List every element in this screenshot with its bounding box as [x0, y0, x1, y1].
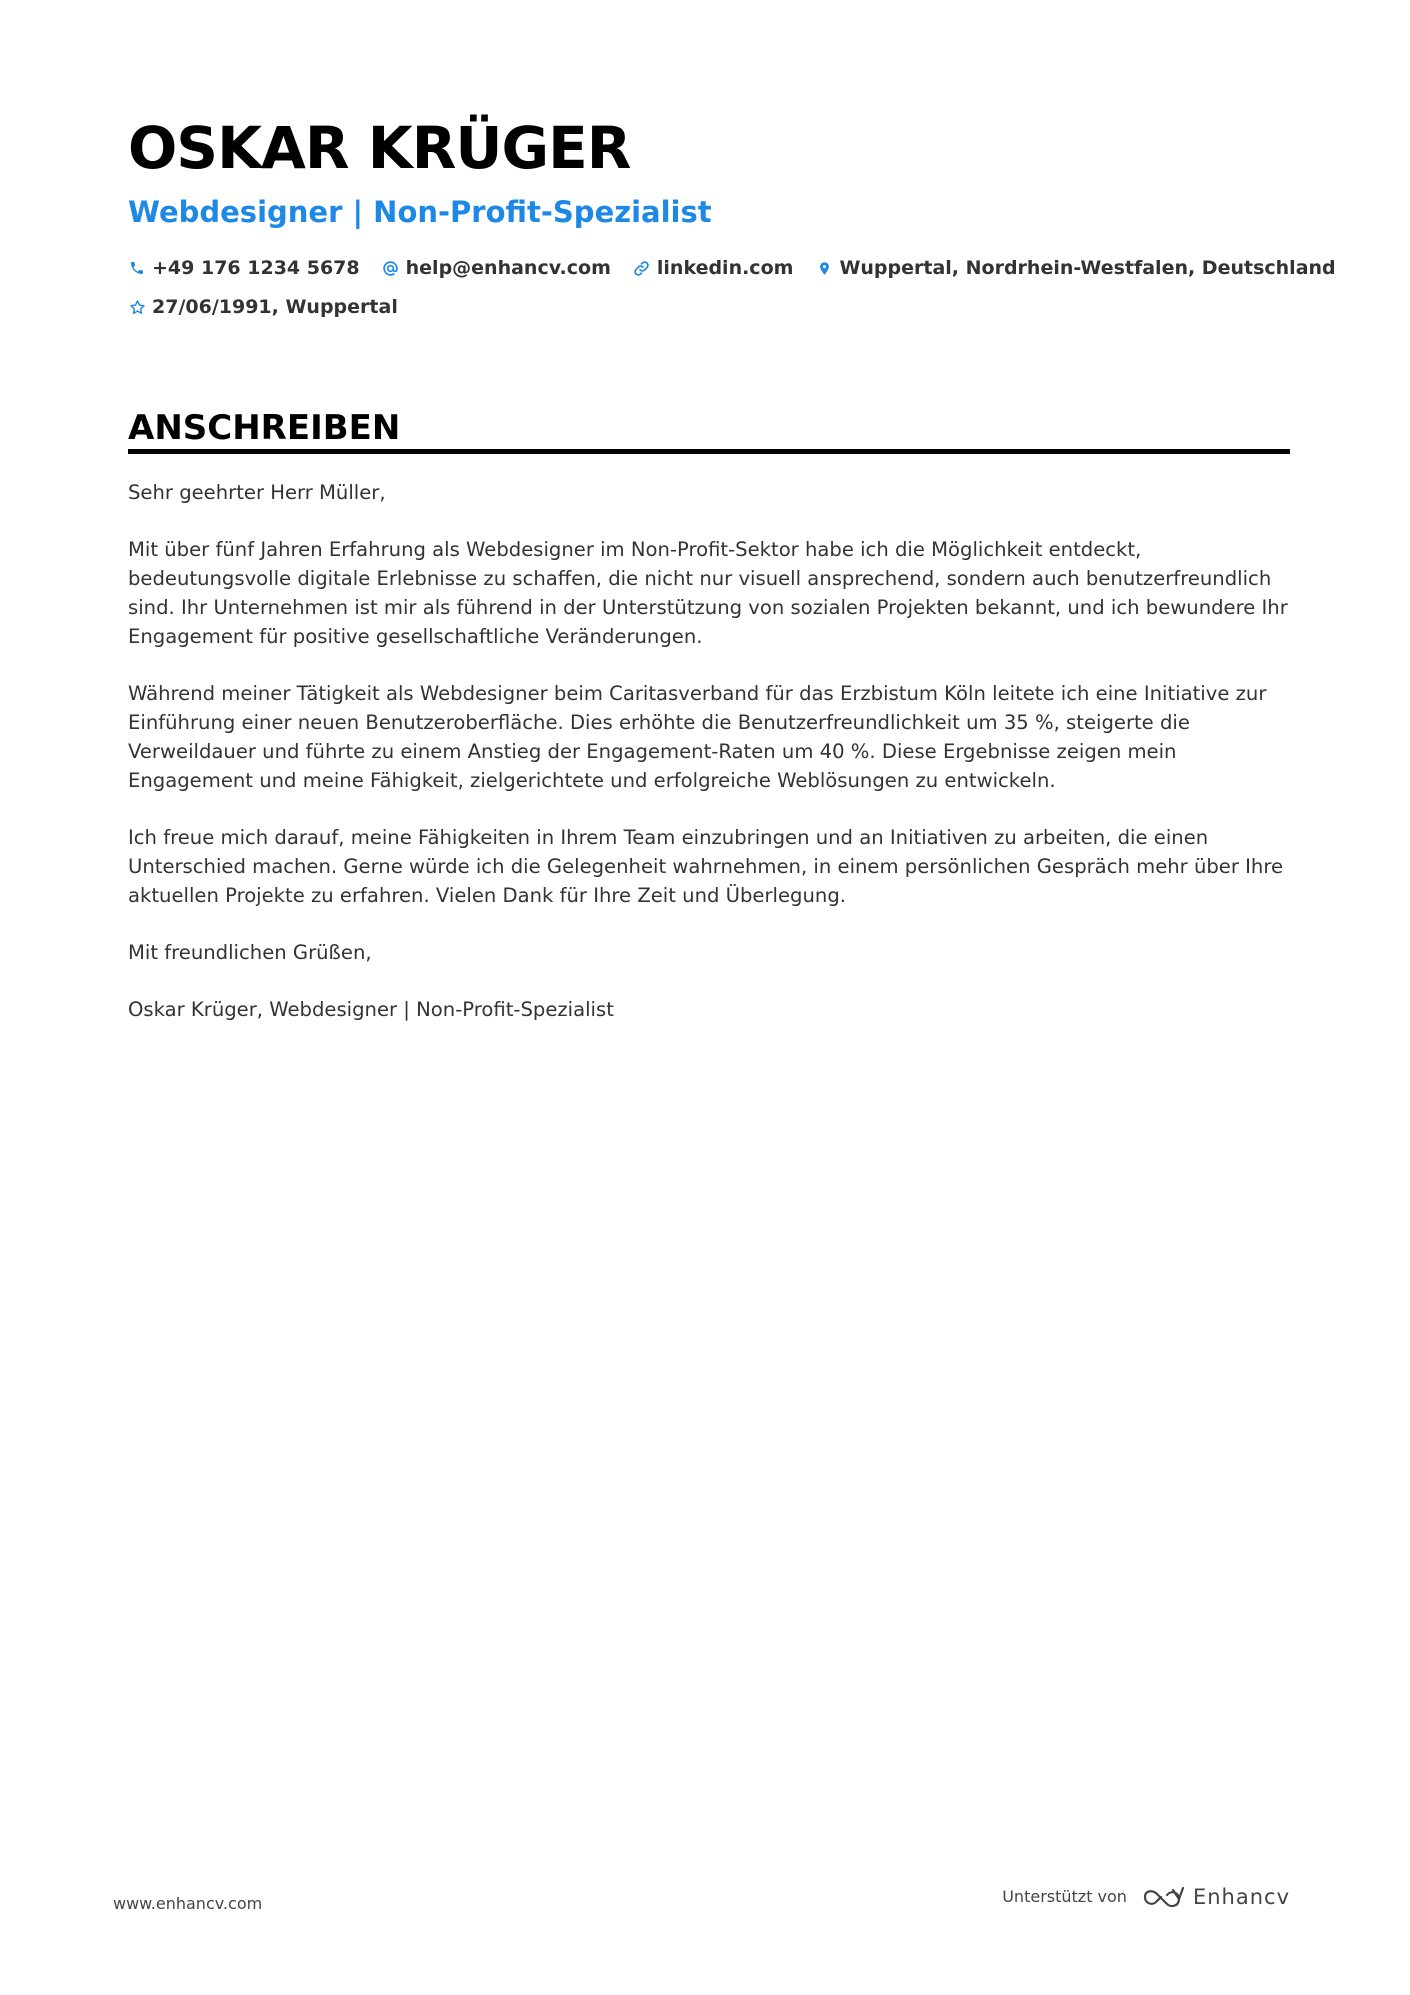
contact-row — [128, 254, 1358, 282]
letter-signature: Oskar Krüger, Webdesigner | Non-Profit-Spezialist — [128, 998, 614, 1021]
section-divider — [128, 449, 1290, 454]
enhancv-logo-icon — [1139, 1884, 1185, 1910]
job-title: Webdesigner | Non-Profit-Spezialist — [128, 195, 712, 229]
letter-paragraph: Ich freue mich darauf, meine Fähigkeiten in Ihrem Team einzubringen und an Initiativen zu arbeiten, die einen Unterschied machen. Gerne würde ich die Gelegenheit wahrnehmen, in einem persönlichen Gespräch mehr über Ihre aktuellen Projekte zu erfahren. Vielen Dank für Ihre Zeit und Überlegung. — [128, 826, 1284, 907]
phone-text: +49 176 1234 5678 — [152, 257, 360, 279]
contact-email[interactable] — [382, 254, 611, 282]
star-icon — [128, 298, 146, 316]
footer-powered-by[interactable] — [1002, 1884, 1290, 1910]
birth-text: 27/06/1991, Wuppertal — [152, 296, 398, 318]
letter-body — [128, 478, 1290, 1052]
footer-website-link[interactable]: www.enhancv.com — [113, 1894, 263, 1913]
phone-icon — [128, 259, 146, 277]
section-title: ANSCHREIBEN — [128, 408, 401, 448]
contact-birth — [128, 293, 398, 321]
link-icon — [633, 259, 651, 277]
letter-paragraph: Während meiner Tätigkeit als Webdesigner beim Caritasverband für das Erzbistum Köln leitete ich eine Initiative zur Einführung einer neuen Benutzeroberfläche. Dies erhöhte die Benutzerfreundlichkeit um 35 %, steigerte die Verweildauer und führte zu einem Anstieg der Engagement-Raten um 40 %. Diese Ergebnisse zeigen mein Engagement und meine Fähigkeit, zielgerichtete und erfolgreiche Weblösungen zu entwickeln. — [128, 682, 1267, 792]
letter-salutation: Sehr geehrter Herr Müller, — [128, 481, 386, 504]
location-text: Wuppertal, Nordrhein-Westfalen, Deutschland — [839, 257, 1336, 279]
contact-row-2 — [128, 293, 420, 321]
contact-location — [815, 254, 1335, 282]
applicant-name: OSKAR KRÜGER — [128, 114, 631, 182]
letter-paragraph: Mit über fünf Jahren Erfahrung als Webdesigner im Non-Profit-Sektor habe ich die Möglichkeit entdeckt, bedeutungsvolle digitale Erlebnisse zu schaffen, die nicht nur visuell ansprechend, sondern auch benutzerfreundlich sind. Ihr Unternehmen ist mir als führend in der Unterstützung von sozialen Projekten bekannt, und ich bewundere Ihr Engagement für positive gesellschaftliche Veränderungen. — [128, 538, 1288, 648]
map-pin-icon — [815, 259, 833, 277]
contact-linkedin[interactable] — [633, 254, 794, 282]
contact-phone[interactable] — [128, 254, 360, 282]
at-icon — [382, 259, 400, 277]
powered-by-label: Unterstützt von — [1002, 1887, 1127, 1906]
linkedin-text: linkedin.com — [656, 257, 794, 279]
email-text: help@enhancv.com — [405, 257, 611, 279]
brand-name: Enhancv — [1192, 1885, 1290, 1909]
letter-closing: Mit freundlichen Grüßen, — [128, 941, 372, 964]
